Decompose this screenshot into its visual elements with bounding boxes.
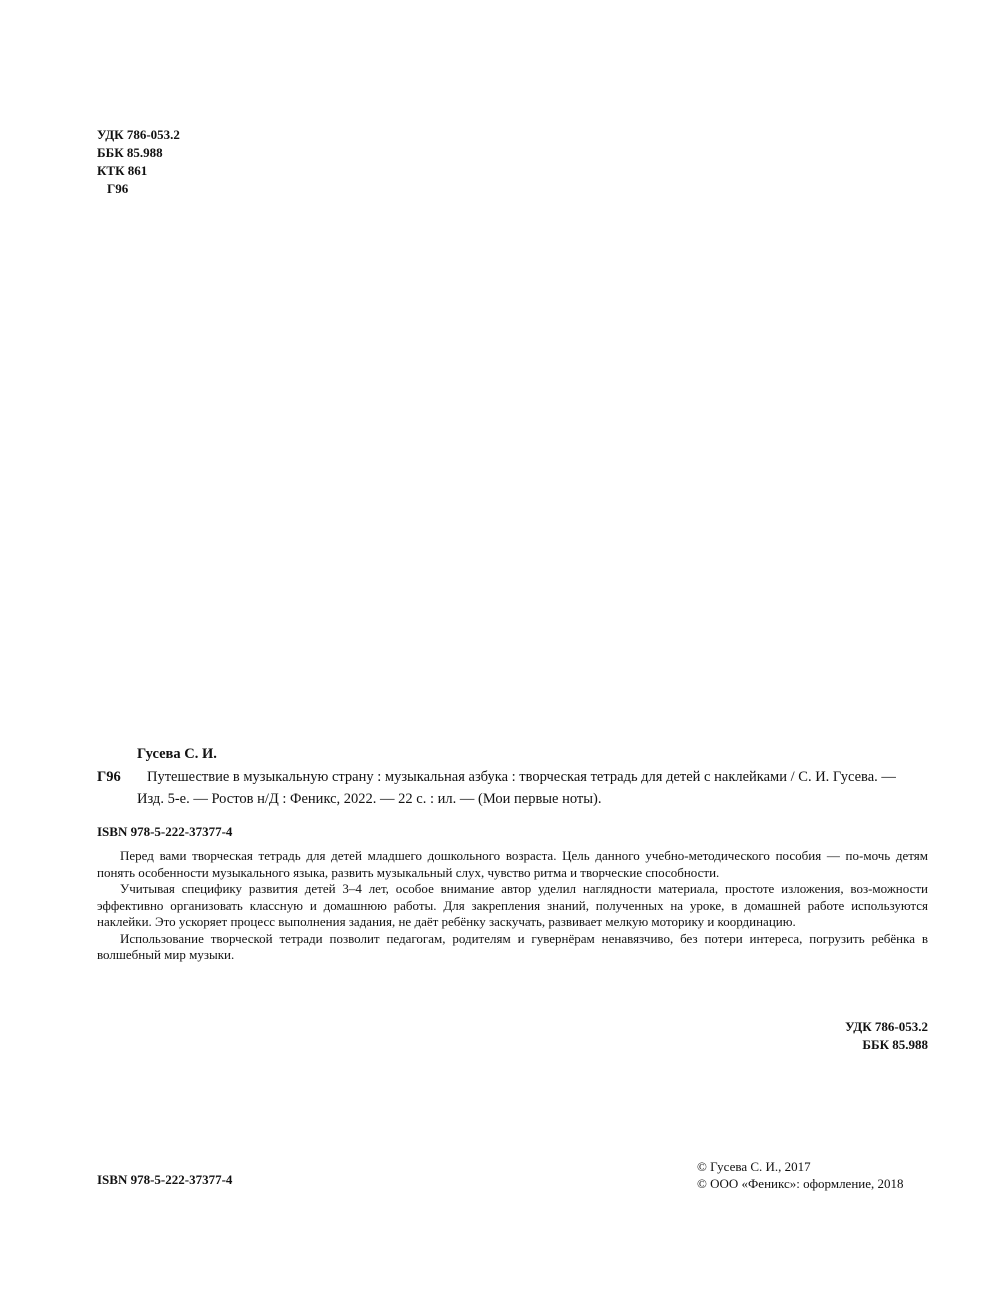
annotation-paragraph: Использование творческой тетради позволит педагогам, родителям и гувернёрам ненавязчиво, без потери интереса, погрузить ребёнка в волшебный мир музыки. [97,930,928,962]
bbk-code: ББК 85.988 [97,145,163,160]
author-mark: Г96 [107,181,129,196]
annotation-paragraph: Учитывая специфику развития детей 3–4 лет, особое внимание автор уделил наглядности материала, простоте изложения, воз-можности эффективно организовать классную и домашнюю работы. Для закрепления знаний, полученных на уроке, в домашней работе используются наклейки. Это ускоряет процесс выполнения задания, не даёт ребёнку заскучать, развивает мелкую моторику и координацию. [97,881,928,929]
isbn-bottom: ISBN 978-5-222-37377-4 [97,1172,233,1187]
annotation-paragraph: Перед вами творческая тетрадь для детей младшего дошкольного возраста. Цель данного учебно-методического пособия — по-мочь детям понять особенности музыкального языка, развить музыкальный слух, чувство ритма и творческие способности. [97,848,928,880]
entry-publication-line: Изд. 5-е. — Ростов н/Д : Феникс, 2022. — 22 с. : ил. — (Мои первые ноты). [137,791,602,807]
copyright-design: © ООО «Феникс»: оформление, 2018 [697,1176,904,1191]
entry-author-mark: Г96 [97,769,121,785]
udk-code: УДК 786-053.2 [97,127,180,142]
classification-codes-right [845,1018,928,1054]
classification-codes [97,126,180,198]
entry-title-line: Путешествие в музыкальную страну : музыкальная азбука : творческая тетрадь для детей с наклейками / С. И. Гусева. — [147,769,896,785]
copyright-author: © Гусева С. И., 2017 [697,1159,811,1174]
bibliographic-entry [97,766,932,810]
author-heading: Гусева С. И. [137,746,217,762]
annotation [97,848,928,964]
copyright [697,1158,904,1192]
isbn: ISBN 978-5-222-37377-4 [97,824,233,839]
bbk-code-right: ББК 85.988 [862,1037,928,1052]
udk-code-right: УДК 786-053.2 [845,1019,928,1034]
ktk-code: КТК 861 [97,163,148,178]
